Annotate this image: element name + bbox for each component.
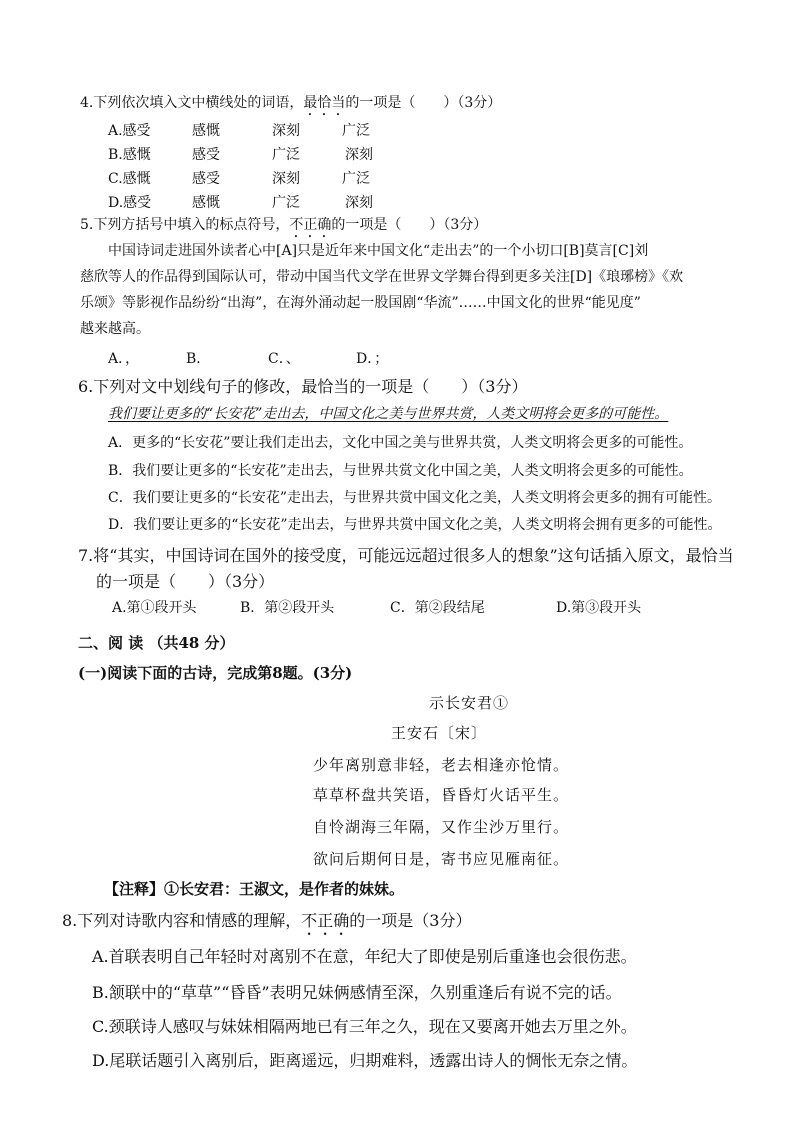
q8-option-a: A.首联表明自己年轻时对离别不在意，年纪大了即使是别后重逢也会很伤悲。 [92, 947, 637, 966]
q7-option-c: C．第②段结尾 [390, 600, 485, 616]
q4-stem-emphasis: 最恰当 [303, 95, 346, 111]
q8-stem-emphasis: 不正确 [301, 911, 350, 930]
q4-option-c-word3: 广泛 [342, 171, 370, 187]
poem-author: 王安石〔宋〕 [390, 724, 487, 742]
q6-stem: 6.下列对文中划线句子的修改，最恰当的一项是（ ）（3分） [78, 377, 528, 396]
q5-passage-line-3: 乐颂》等影视作品纷纷“出海”，在海外涌动起一股国剧“华流”……中国文化的世界“能见度” [80, 295, 641, 311]
q7-stem-line-2: 的一项是（ ）（3分） [96, 572, 275, 591]
q4-option-d-word3: 深刻 [345, 195, 373, 211]
poem-line-2: 草草杯盘共笑语，昏昏灯火话平生。 [312, 786, 569, 804]
q6-option-c: C．我们要让更多的“长安花”走出去，与世界共赏中国文化之美，人类文明将会更多的拥有可能性。 [108, 490, 722, 506]
poem-note: 【注释】①长安君：王淑文，是作者的妹妹。 [104, 880, 405, 898]
q4-option-c-word2: 深刻 [272, 171, 300, 187]
q4-option-d-label: D.感受 [108, 195, 152, 211]
poem-line-4: 欲问后期何日是，寄书应见雁南征。 [312, 850, 569, 868]
poem-line-3: 自怜湖海三年隔，又作尘沙万里行。 [312, 818, 569, 836]
q4-option-b-word3: 深刻 [345, 147, 373, 163]
q8-stem-post: 的一项是（3分） [349, 911, 472, 930]
q4-option-d-word1: 感慨 [192, 195, 220, 211]
q5-stem-emphasis: 不正确 [289, 217, 332, 233]
q4-option-a-word1: 感慨 [192, 123, 220, 139]
q4-stem-pre: 4.下列依次填入文中横线处的词语， [80, 95, 304, 111]
q4-option-a-word2: 深刻 [272, 123, 300, 139]
q8-option-d: D.尾联话题引入离别后，距离遥远，归期难料，透露出诗人的惆怅无奈之情。 [92, 1051, 638, 1070]
q4-option-c-word1: 感受 [192, 171, 220, 187]
q4-option-a-word3: 广泛 [342, 123, 370, 139]
q5-passage-line-1: 中国诗词走进国外读者心中[A]只是近年来中国文化“走出去”的一个小切口[B]莫言[C]刘 [108, 243, 649, 259]
q4-option-b-word2: 广泛 [272, 147, 300, 163]
section-2-title: 二、阅 读 （共48 分） [78, 634, 235, 652]
q4-option-c-label: C.感慨 [108, 171, 151, 187]
q5-stem-pre: 5.下列方括号中填入的标点符号， [80, 217, 290, 233]
q4-option-b-word1: 感受 [192, 147, 220, 163]
q8-option-c: C.颈联诗人感叹与妹妹相隔两地已有三年之久，现在又要离开她去万里之外。 [92, 1017, 637, 1036]
q5-option-b: B． [186, 351, 211, 367]
q6-underlined-sentence: 我们要让更多的“长安花”走出去，中国文化之美与世界共赏，人类文明将会更多的可能性。 [108, 406, 669, 422]
q5-option-a: A．， [108, 351, 140, 367]
q7-option-b: B．第②段开头 [240, 600, 335, 616]
q5-passage-line-4: 越来越高。 [80, 321, 150, 337]
poem-title: 示长安君① [428, 694, 509, 712]
q4-stem [80, 92, 501, 119]
q7-stem-line-1: 7.将“其实，中国诗词在国外的接受度，可能远远超过很多人的想象”这句话插入原文，最恰当 [78, 546, 734, 565]
q5-stem-post: 的一项是（ ）（3分） [331, 217, 488, 233]
q7-option-d: D.第③段开头 [556, 600, 642, 616]
q5-option-d: D．； [356, 351, 389, 367]
q6-option-d: D．我们要让更多的“长安花”走出去，与世界共赏中国文化之美，人类文明将会拥有更多的可能性。 [108, 517, 722, 533]
q6-option-a: A．更多的“长安花”要让我们走出去，文化中国之美与世界共赏，人类文明将会更多的可能性。 [108, 435, 693, 451]
q5-passage-line-2: 慈欣等人的作品得到国际认可，带动中国当代文学在世界文学舞台得到更多关注[D]《琅琊榜》《欢 [80, 269, 684, 285]
section-2-subtitle: (一)阅读下面的古诗，完成第8题。(3分) [78, 664, 353, 682]
q5-stem [80, 214, 487, 241]
poem-line-1: 少年离别意非轻，老去相逢亦怆情。 [312, 756, 569, 774]
q4-option-a-label: A.感受 [108, 123, 151, 139]
q4-option-d-word2: 广泛 [272, 195, 300, 211]
q6-option-b: B．我们要让更多的“长安花”走出去，与世界共赏文化中国之美，人类文明将会更多的可能性。 [108, 463, 693, 479]
q8-stem [62, 908, 471, 939]
q4-stem-post: 的一项是（ ）（3分） [345, 95, 502, 111]
q8-stem-pre: 8.下列对诗歌内容和情感的理解， [62, 911, 302, 930]
q8-option-b: B.颔联中的“草草”“昏昏”表明兄妹俩感情至深，久别重逢后有说不完的话。 [92, 983, 622, 1002]
q4-option-b-label: B.感慨 [108, 147, 151, 163]
q5-option-c: C．、 [268, 351, 300, 367]
q7-option-a: A.第①段开头 [112, 600, 197, 616]
